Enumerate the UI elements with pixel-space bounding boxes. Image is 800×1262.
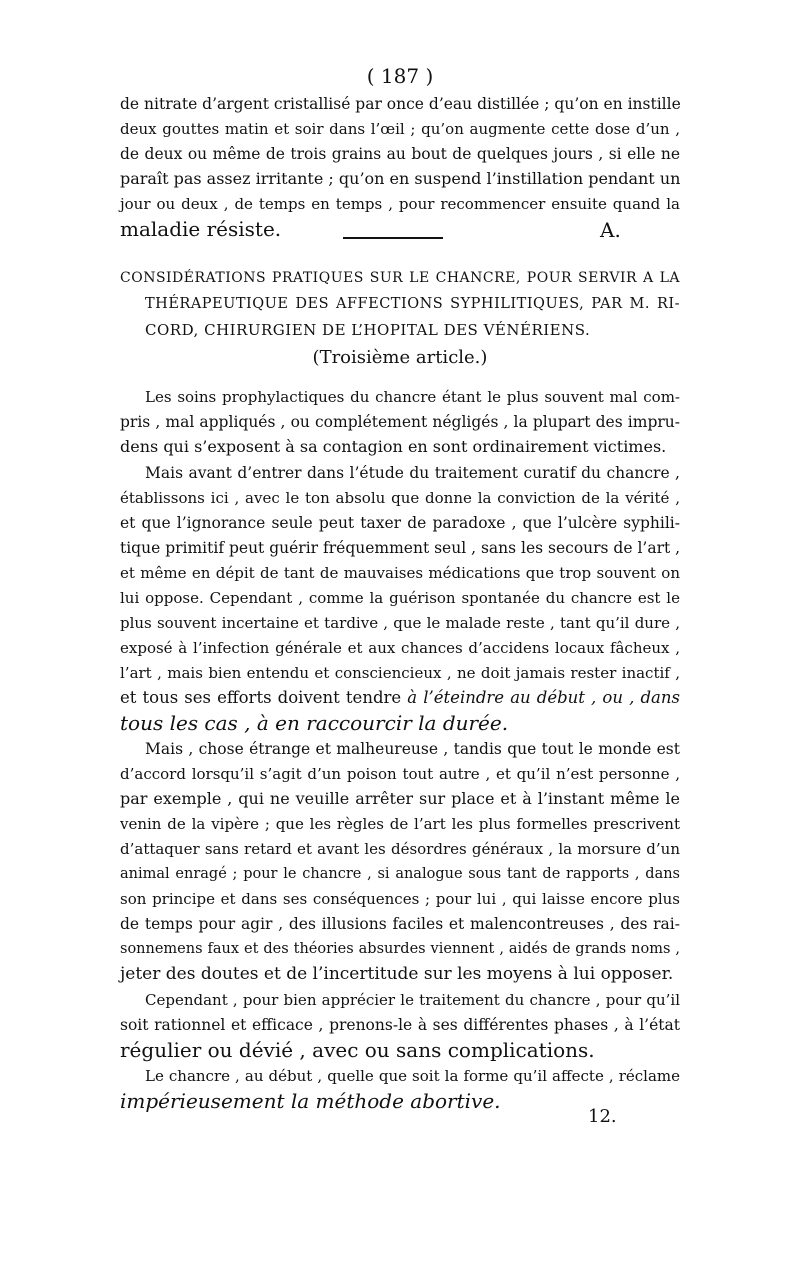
text-line: de temps pour agir , des illusions faciles et malencontreuses , des rai- [120, 915, 680, 933]
text-line: tique primitif peut guérir fréquemment seul , sans les secours de l’art , [120, 539, 681, 557]
text-line: l’art , mais bien entendu et consciencieux , ne doit jamais rester inactif , [120, 664, 680, 682]
text-line: lui oppose. Cependant , comme la guérison spontanée du chancre est le [120, 589, 680, 607]
text-line: deux gouttes matin et soir dans l’œil ; qu’on augmente cette dose d’un , [120, 120, 680, 138]
text-line: son principe et dans ses conséquences ; pour lui , qui laisse encore plus [120, 890, 680, 908]
text-line: de nitrate d’argent cristallisé par once d’eau distillée ; qu’on en instille [120, 95, 681, 113]
text-line: impérieusement la méthode abortive. [120, 1089, 501, 1113]
article-subheading: (Troisième article.) [312, 347, 488, 368]
italic-fragment: à l’éteindre au début , ou , dans [407, 688, 680, 707]
text-line: jour ou deux , de temps en temps , pour recommencer ensuite quand la [120, 195, 680, 213]
text-line: de deux ou même de trois grains au bout de quelques jours , si elle ne [120, 145, 680, 163]
text-line: sonnemens faux et des théories absurdes viennent , aidés de grands noms , [120, 941, 680, 957]
author-signature: A. [600, 218, 621, 242]
text-line: tous les cas , à en raccourcir la durée. [120, 711, 509, 735]
text-line: et même en dépit de tant de mauvaises médications que trop souvent on [120, 564, 680, 582]
text-line: venin de la vipère ; que les règles de l’art les plus formelles prescrivent [120, 815, 680, 833]
article-heading-line: THÉRAPEUTIQUE DES AFFECTIONS SYPHILITIQUES, PAR M. RI- [145, 296, 680, 312]
text-line: jeter des doutes et de l’incertitude sur les moyens à lui opposer. [120, 964, 674, 984]
text-line: Le chancre , au début , quelle que soit la forme qu’il affecte , réclame [145, 1067, 680, 1085]
text-line: soit rationnel et efficace , prenons-le à ses différentes phases , à l’état [120, 1016, 680, 1034]
text-line: par exemple , qui ne veuille arrêter sur place et à l’instant même le [120, 789, 680, 808]
text-line: et que l’ignorance seule peut taxer de paradoxe , que l’ulcère syphili- [120, 514, 680, 532]
text-line: paraît pas assez irritante ; qu’on en suspend l’instillation pendant un [120, 169, 681, 188]
text-line: pris , mal appliqués , ou complétement négligés , la plupart des impru- [120, 413, 680, 431]
text-fragment: et tous ses efforts doivent tendre [120, 688, 402, 707]
text-line: établissons ici , avec le ton absolu que donne la conviction de la vérité , [120, 489, 680, 507]
text-line: maladie résiste. [120, 217, 282, 241]
text-line: plus souvent incertaine et tardive , que le malade reste , tant qu’il dure , [120, 614, 680, 632]
page-number: ( 187 ) [366, 64, 434, 88]
text-line: exposé à l’infection générale et aux chances d’accidens locaux fâcheux , [120, 639, 680, 657]
text-line: Cependant , pour bien apprécier le traitement du chancre , pour qu’il [145, 991, 680, 1009]
text-line: Les soins prophylactiques du chancre étant le plus souvent mal com- [145, 388, 680, 406]
text-line: d’attaquer sans retard et avant les désordres généraux , la morsure d’un [120, 840, 680, 858]
text-line: Mais , chose étrange et malheureuse , tandis que tout le monde est [145, 740, 680, 758]
text-line: animal enragé ; pour le chancre , si analogue sous tant de rapports , dans [120, 866, 680, 882]
article-heading-line: CONSIDÉRATIONS PRATIQUES SUR LE CHANCRE, POUR SERVIR A LA [120, 270, 680, 286]
separator-rule [343, 237, 443, 239]
text-line: dens qui s’exposent à sa contagion en sont ordinairement victimes. [120, 437, 667, 456]
article-heading-line: CORD, CHIRURGIEN DE L’HOPITAL DES VÉNÉRIENS. [145, 321, 591, 339]
printer-signature-mark: 12. [588, 1106, 617, 1127]
text-line: d’accord lorsqu’il s’agit d’un poison tout autre , et qu’il n’est personne , [120, 765, 680, 783]
text-line-mixed [120, 686, 680, 710]
text-line: régulier ou dévié , avec ou sans complications. [120, 1038, 595, 1062]
text-line: Mais avant d’entrer dans l’étude du traitement curatif du chancre , [145, 464, 680, 482]
